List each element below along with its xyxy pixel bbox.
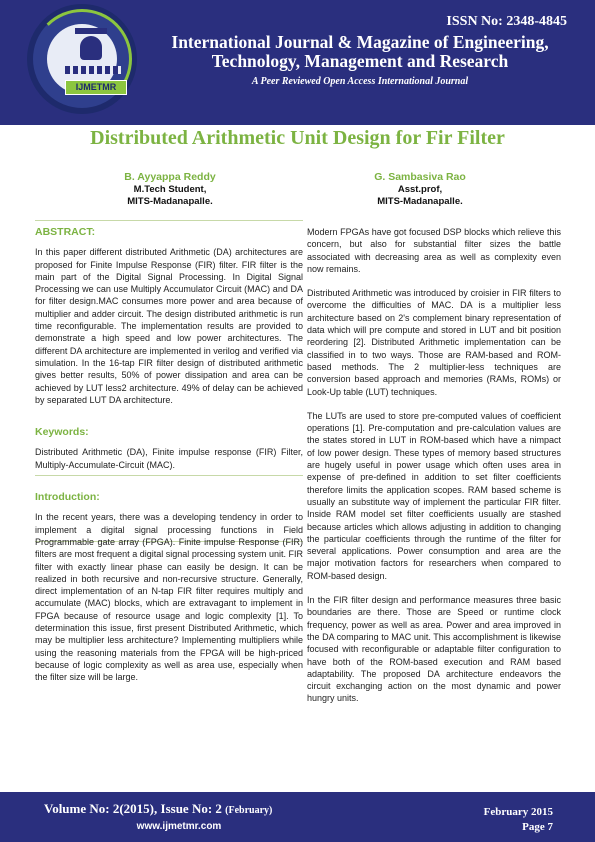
- section-divider: [35, 220, 303, 221]
- author-role: Asst.prof,: [397, 183, 443, 195]
- body-paragraph: Distributed Arithmetic was introduced by croisier in FIR filters to overcome the difficulties of MAC. DA is a multiplier less architecture based on 2's complement binary representation of data which will pre compute and stored in LUT and bit position reordering [2]. Distributed Arithmetic implementation can be classified in to two ways. Those are RAM-based and ROM-based methods. The 2 multiplier-less techniques are conversion based approach and memories (RAMs, ROMs) or Look-Up table (LUT) techniques.: [307, 288, 561, 397]
- header-rule: [0, 118, 595, 125]
- author-2: [320, 171, 520, 209]
- journal-tagline: A Peer Reviewed Open Access International Journal: [251, 76, 469, 87]
- introduction-text: In the recent years, there was a developing tendency in order to implement a digital signal processing functions in Field Programmable gate array (FPGA). Finite impulse Response (FIR) filters are most frequent a digital signal processing system unit. FIR filter with exactly linear phase can easily be design. It can be realized in both recursive and non-recursive structure. Generally, direct implementation of an N-tap FIR filter requires multiply and accumulate (MAC) blocks, which are extravagant to implement in FPGA because of resource usage and logic complexity [1]. To determination this issue, first present Distributed Arithmetic, which may be multiplier less architecture? Implementing multipliers while using the reasoning materials from the FPGA will be high-priced because of logic complexity as well as area use, especially when the filter size will be large.: [35, 512, 303, 683]
- author-name: B. Ayyappa Reddy: [124, 171, 216, 183]
- author-1: [70, 171, 270, 209]
- logo-banner: IJMETMR: [65, 80, 127, 95]
- graduate-figure-icon: [80, 36, 102, 60]
- tools-row-icon: [65, 66, 121, 74]
- introduction-heading: Introduction:: [35, 491, 100, 504]
- abstract-heading: ABSTRACT:: [35, 226, 96, 238]
- body-paragraph: Modern FPGAs have got focused DSP blocks which relieve this concern, but also for substantial filter sizes the battle associated with decreasing area as well as complexity even now remains.: [307, 227, 561, 274]
- right-column: [307, 226, 561, 717]
- abstract-text: In this paper different distributed Arithmetic (DA) architectures are proposed for Finite Impulse Response (FIR) filter. FIR filter is the main part of the Digital Signal Processing. In Digital Signal Processing we can use Multiply Accumulator Circuit (MAC) and DA for filter design.MAC consumes more power and area because of multiplier and adder circuit. The design distributed arithmetic is run time reconfigurable. The implementation results are provided to demonstrate a high speed and low power architectures. The different DA architecture are implemented in verilog and verified via simulation. In the 16-tap FIR filter design of distributed arithmetic gives better results, 50% of power dissipation and area can be achieved by LUT less2 architecture. 49% of delay can be achieved by separated LUT DA architecture.: [35, 247, 303, 405]
- body-paragraph: In the FIR filter design and performance measures three basic boundaries are there. Those are Speed or runtime clock frequency, power as well as area. Power and area improved in the DA comparing to MAC unit. This accomplishment is likewise focused with reconfigurable or adaptable filter configuration to have both of the ROM-based execution and RAM based adaptability. The proposed DA architecture endeavors the circuit exchanging action on the most dynamic and power hungry units.: [307, 595, 561, 704]
- volume-info: [44, 801, 272, 817]
- journal-title: International Journal & Magazine of Engineering, Technology, Management and Research: [171, 32, 549, 71]
- issn-number: ISSN No: 2348-4845: [446, 14, 567, 29]
- graduation-cap-icon: [75, 28, 107, 34]
- website-link[interactable]: www.ijmetmr.com: [136, 821, 222, 832]
- author-affiliation: MITS-Madanapalle.: [377, 196, 463, 207]
- page-number: Page 7: [522, 821, 553, 833]
- author-affiliation: MITS-Madanapalle.: [127, 196, 213, 207]
- issue-date: February 2015: [483, 806, 553, 818]
- volume-issue: Volume No: 2(2015), Issue No: 2: [44, 801, 222, 816]
- journal-header: [0, 0, 595, 118]
- body-paragraph: The LUTs are used to store pre-computed values of coefficient operations [1]. Pre-computation and pre-calculation values are the states stored in LUT in ROM-based which have a nimpact of low power design. These types of memory based structures are hugely useful in power usage which often uses area in expense of pre-defined in addition to set filter coefficients therefore limits the application scopes. RAM based scheme is usually an substitute way of implement the particular FIR filter. Inside RAM model set filter coefficients usually are stashed because articles which allows adjusting in addition to changing the particular coefficients through the runtime of the filter for several applications. Power consumption and area are the major motivation factors for researchers when compared to ROM-based design.: [307, 410, 561, 581]
- keywords-text: Distributed Arithmetic (DA), Finite impulse response (FIR) Filter, Multiply-Accumulate-Circuit (MAC).: [35, 447, 303, 470]
- keywords-heading: Keywords:: [35, 426, 89, 439]
- author-name: G. Sambasiva Rao: [374, 171, 466, 183]
- journal-logo: [27, 4, 137, 114]
- author-role: M.Tech Student,: [133, 183, 207, 195]
- issue-month: (February): [225, 805, 273, 816]
- paper-title: Distributed Arithmetic Unit Design for Fir Filter: [90, 127, 505, 149]
- left-column: [35, 226, 303, 696]
